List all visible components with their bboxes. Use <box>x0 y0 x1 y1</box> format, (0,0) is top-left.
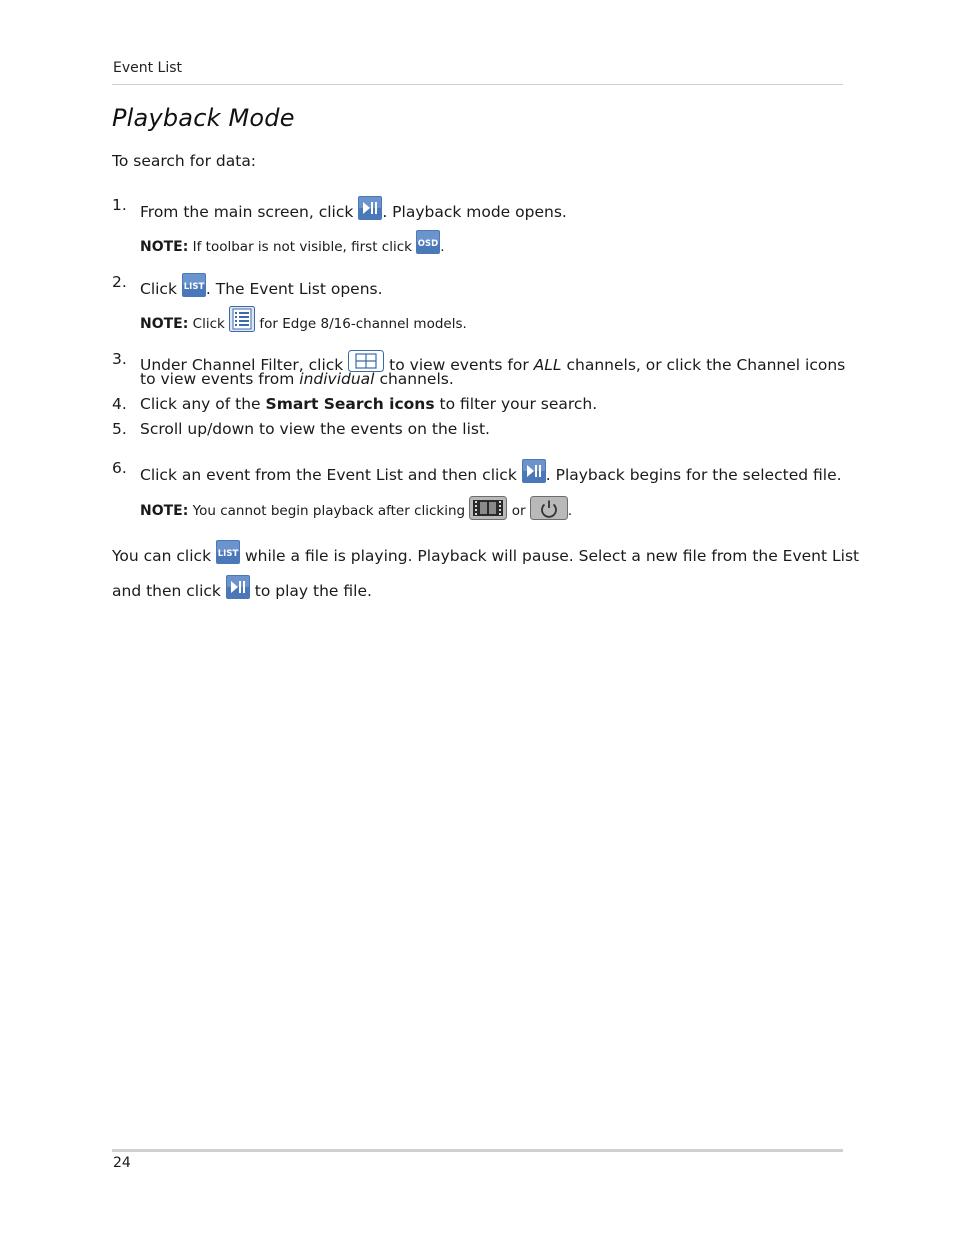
page-title: Playback Mode <box>112 104 295 132</box>
note-6: NOTE: You cannot begin playback after clicking or . <box>140 496 572 520</box>
note-2: NOTE: Click for Edge 8/16-channel models. <box>140 306 467 332</box>
step-3-number: 3. <box>112 350 127 368</box>
svg-text:LIST: LIST <box>183 282 205 292</box>
event-list-icon <box>229 306 255 332</box>
play-pause-icon <box>226 575 250 599</box>
channel-grid-icon <box>348 350 384 372</box>
step-2: Click LIST . The Event List opens. <box>140 273 383 298</box>
osd-icon <box>416 230 440 254</box>
note-1: NOTE: If toolbar is not visible, first click OSD . <box>140 230 445 255</box>
step-6: Click an event from the Event List and then click . Playback begins for the selected file. <box>140 459 842 484</box>
page-number: 24 <box>113 1155 131 1171</box>
step-3-continued: to view events from individual channels. <box>140 370 454 388</box>
power-icon <box>530 496 568 520</box>
header-rule <box>112 84 843 85</box>
svg-text:LIST: LIST <box>217 549 239 559</box>
running-header: Event List <box>113 60 183 76</box>
list-icon <box>182 273 206 297</box>
step-2-number: 2. <box>112 273 127 291</box>
step-4: Click any of the Smart Search icons to filter your search. <box>140 395 598 413</box>
step-6-number: 6. <box>112 459 127 477</box>
closing-line-1: You can click LIST while a file is playing. Playback will pause. Select a new file from the Event List <box>112 540 859 565</box>
closing-line-2: and then click to play the file. <box>112 575 372 600</box>
list-icon <box>216 540 240 564</box>
step-3: Under Channel Filter, click to view events for ALL channels, or click the Channel icons <box>140 350 845 374</box>
step-4-number: 4. <box>112 395 127 413</box>
footer-rule <box>112 1149 843 1152</box>
step-1: From the main screen, click . Playback mode opens. <box>140 196 567 221</box>
film-clip-icon <box>469 496 507 520</box>
step-5: Scroll up/down to view the events on the list. <box>140 420 490 438</box>
svg-text:OSD: OSD <box>418 239 439 249</box>
play-pause-icon <box>522 459 546 483</box>
step-1-number: 1. <box>112 196 127 214</box>
intro-text: To search for data: <box>112 152 257 170</box>
step-5-number: 5. <box>112 420 127 438</box>
play-pause-icon <box>358 196 382 220</box>
